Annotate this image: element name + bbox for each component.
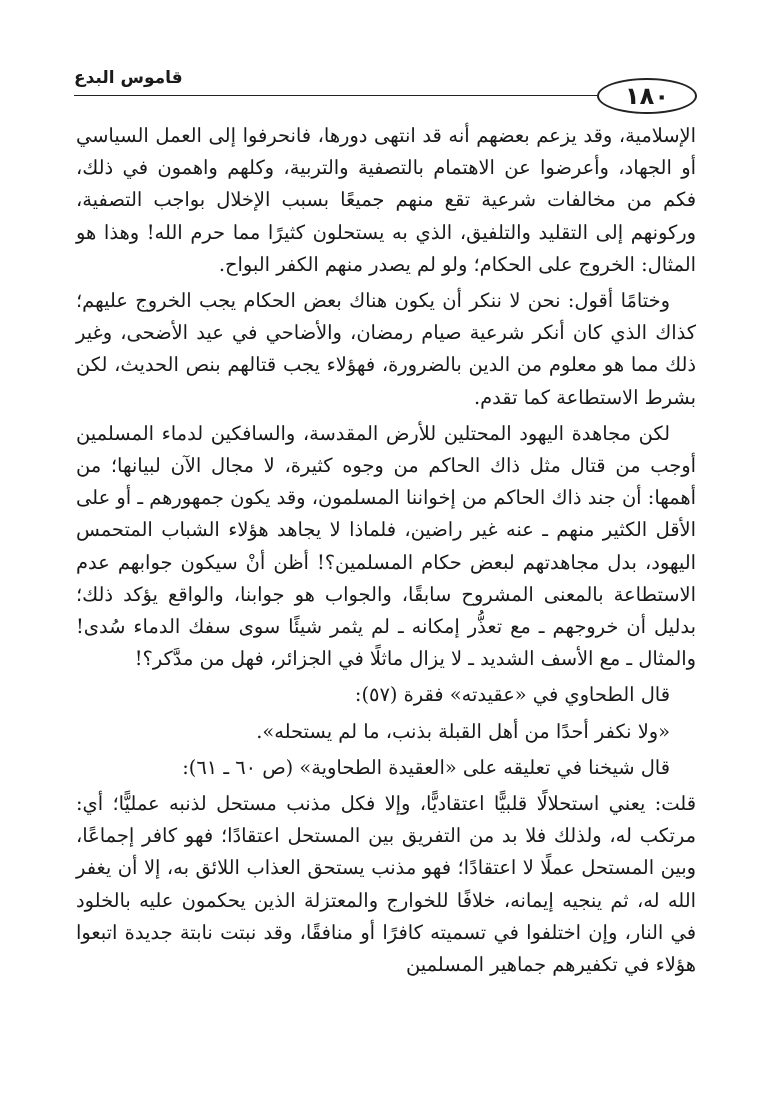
header-rule: [74, 95, 617, 96]
paragraph: قال الطحاوي في «عقيدته» فقرة (٥٧):: [354, 683, 670, 707]
body-text: [76, 120, 696, 985]
paragraph: قلت: يعني استحلالًا قلبيًّا اعتقاديًّا، وإلا فكل مذنب مستحل لذنبه عمليًّا؛ أي: مرتكب له، ولذلك فلا بد من التفريق بين المستحل اعتقادًا؛ فهو كافر إجماعًا، وبين المستحل عملًا لا اعتقادًا؛ فهو مذنب يستحق العذاب اللائق به، إلا أن يغفر الله له، ثم ينجيه إيمانه، خلافًا للخوارج والمعتزلة الذين يحكمون عليه بالخلود في النار، وإن اختلفوا في تسميته كافرًا أو منافقًا، وقد نبتت نابتة جديدة اتبعوا هؤلاء في تكفيرهم جماهير المسلمين: [76, 792, 696, 977]
paragraph: وختامًا أقول: نحن لا ننكر أن يكون هناك بعض الحكام يجب الخروج عليهم؛ كذاك الذي كان أنكر شرعية صيام رمضان، والأضاحي في عيد الأضحى، وغير ذلك مما هو معلوم من الدين بالضرورة، فهؤلاء يجب قتالهم بنص الحديث، لكن بشرط الاستطاعة كما تقدم.: [76, 289, 696, 409]
paragraph: قال شيخنا في تعليقه على «العقيدة الطحاوية» (ص ٦٠ ـ ٦١):: [182, 755, 670, 779]
paragraph: لكن مجاهدة اليهود المحتلين للأرض المقدسة، والسافكين لدماء المسلمين أوجب من قتال مثل ذاك الحاكم من وجوه كثيرة، لا مجال الآن لبيانها؛ من أهمها: أن جند ذاك الحاكم من إخواننا المسلمون، وقد يكون جمهورهم ـ أو على الأقل الكثير منهم ـ عنه غير راضين، فلماذا لا يجاهد هؤلاء الشباب المتحمس اليهود، بدل مجاهدتهم لبعض حكام المسلمين؟! أظن أنْ سيكون جوابهم عدم الاستطاعة بالمعنى المشروح سابقًا، والجواب هو جوابنا، والواقع يؤكد ذلك؛ بدليل أن خروجهم ـ مع تعذُّر إمكانه ـ لم يثمر شيئًا سوى سفك الدماء سُدى! والمثال ـ مع الأسف الشديد ـ لا يزال ماثلًا في الجزائر، فهل من مدَّكر؟!: [76, 421, 696, 671]
page-number-badge: [597, 78, 697, 114]
page-number: ١٨٠: [625, 82, 669, 110]
paragraph: الإسلامية، وقد يزعم بعضهم أنه قد انتهى دورها، فانحرفوا إلى العمل السياسي أو الجهاد، وأعرضوا عن الاهتمام بالتصفية والتربية، وكلهم واهمون في ذلك، فكم من مخالفات شرعية تقع منهم جميعًا بسبب الإخلال بواجب التصفية، وركونهم إلى التقليد والتلفيق، الذي به يستحلون كثيرًا مما حرم الله! وهذا هو المثال: الخروج على الحكام؛ ولو لم يصدر منهم الكفر البواح.: [76, 124, 696, 276]
book-title: قاموس البدع: [74, 68, 183, 88]
page-header: [74, 66, 697, 116]
quote-paragraph: «ولا نكفر أحدًا من أهل القبلة بذنب، ما لم يستحله».: [256, 719, 670, 743]
